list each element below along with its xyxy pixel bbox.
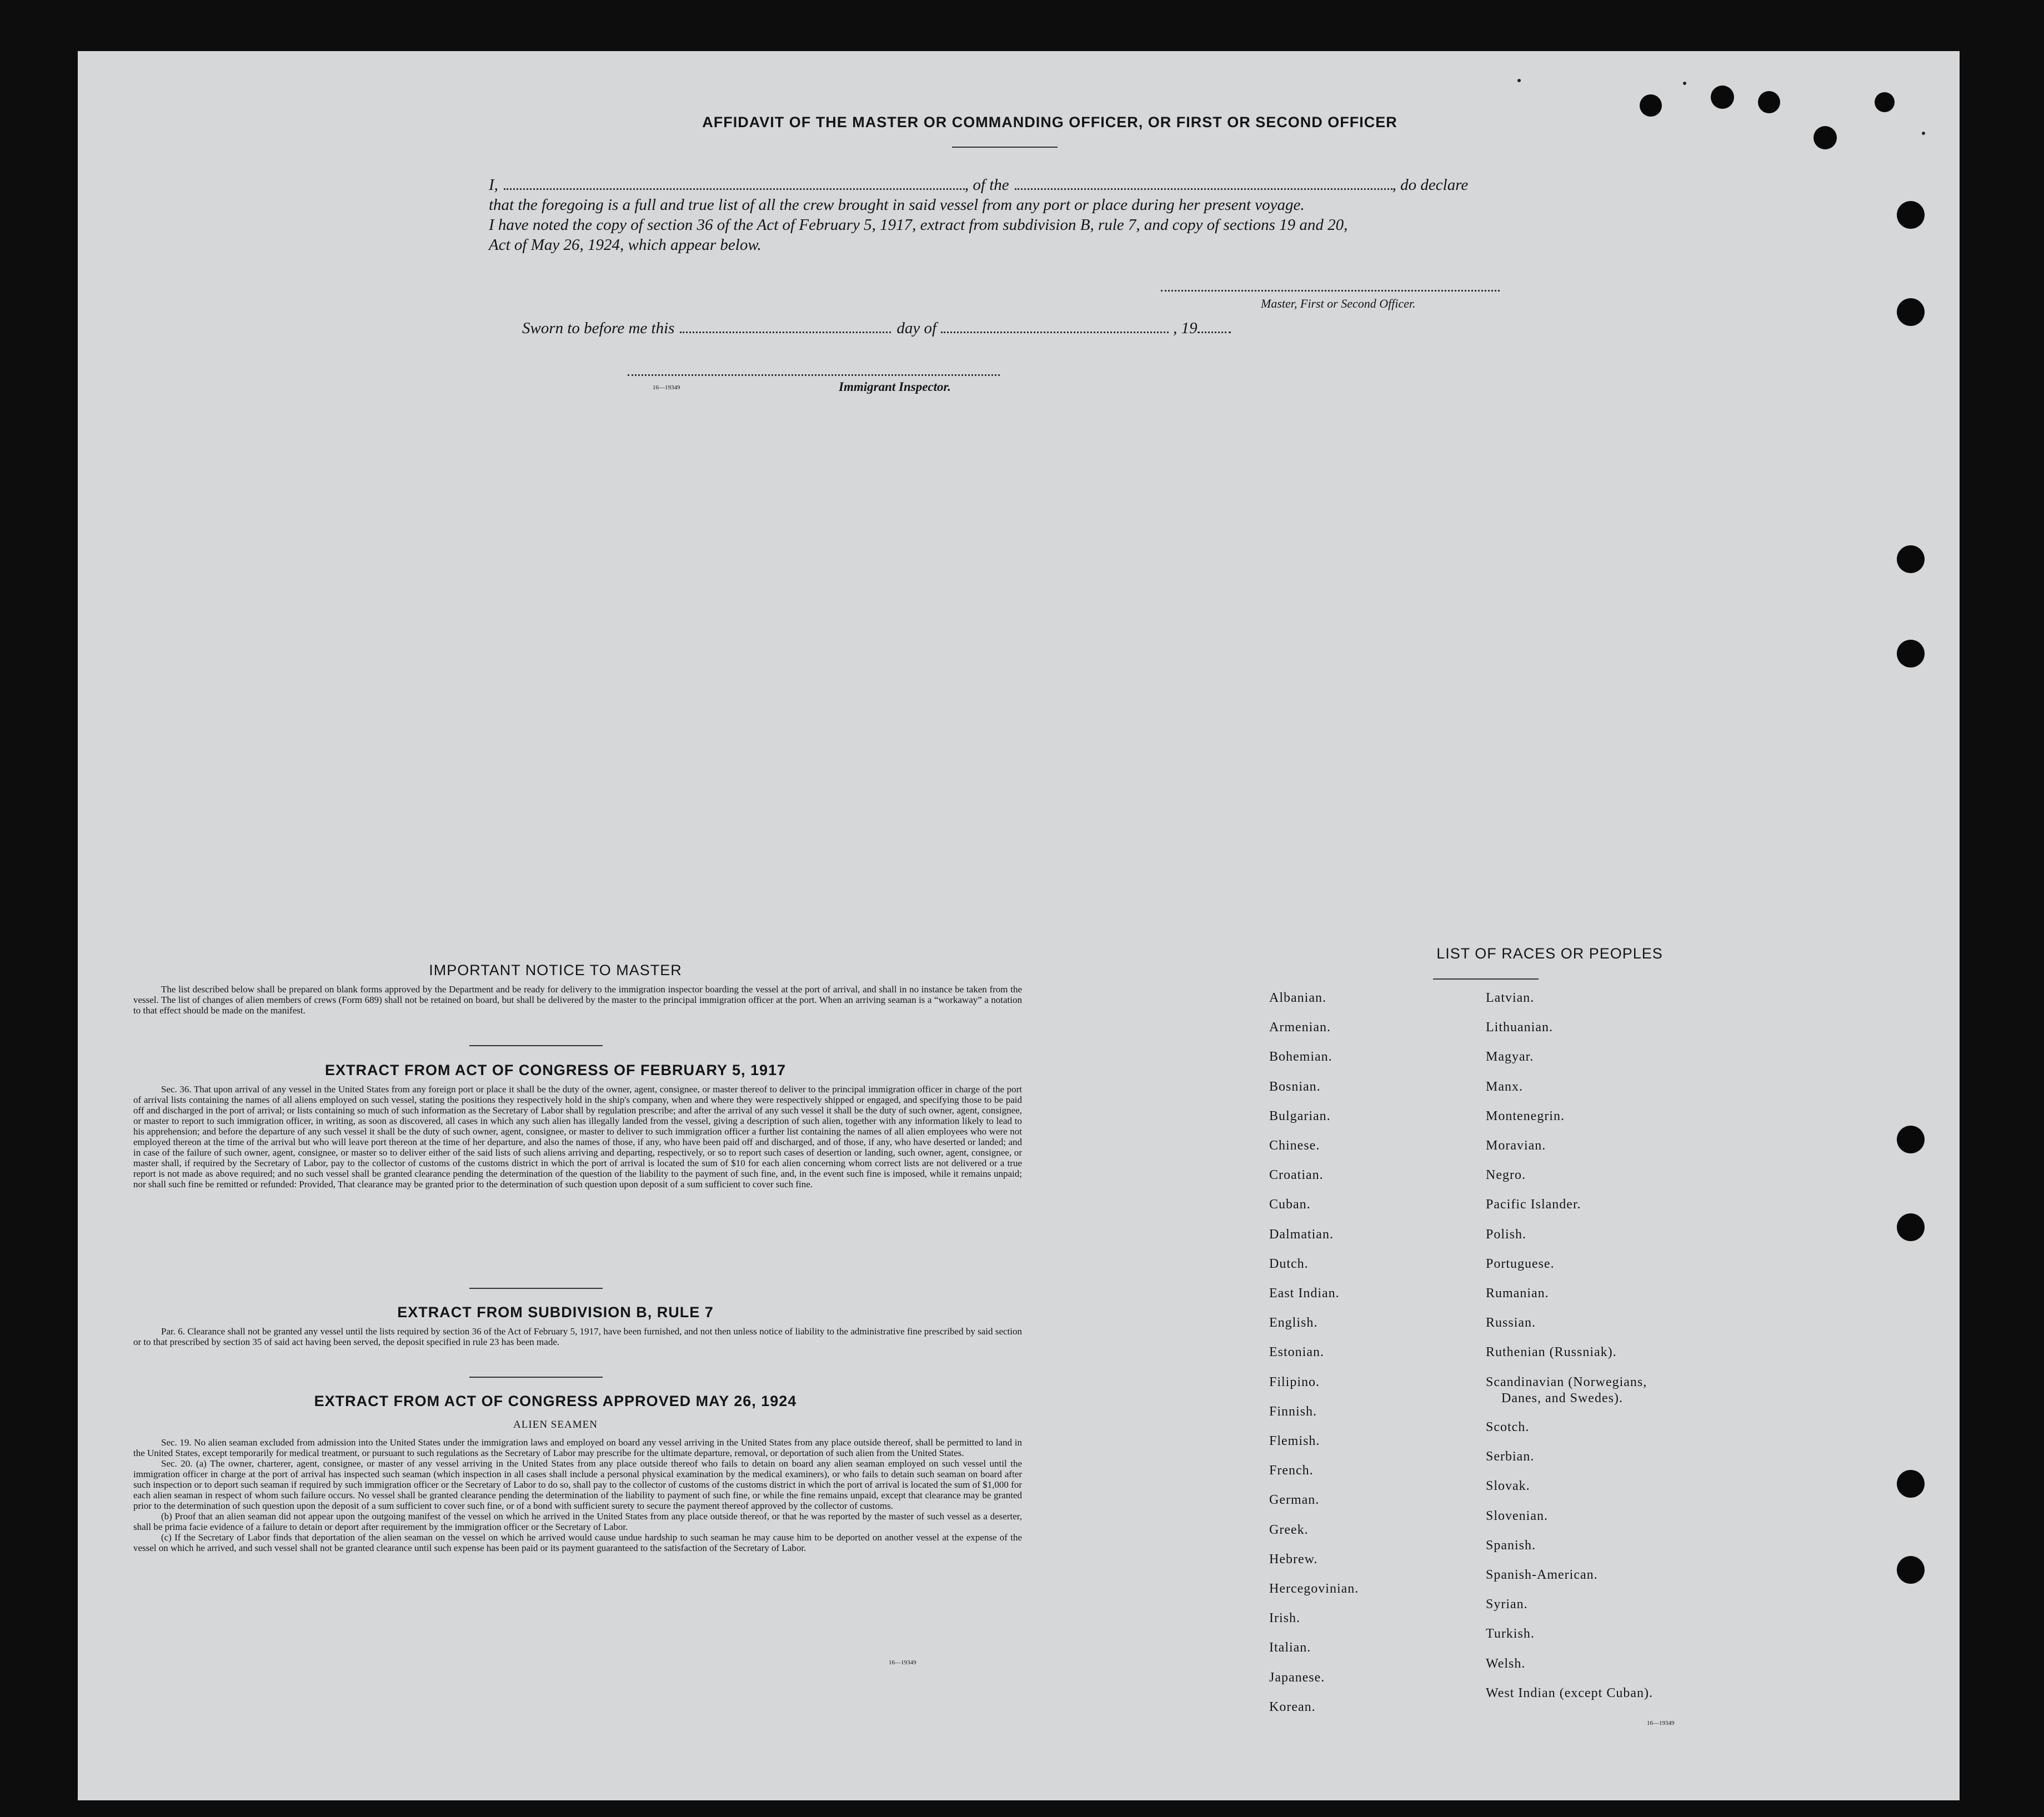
sec-20b-paragraph: (b) Proof that an alien seaman did not appear upon the outgoing manifest of the vessel on which he arrived in the United States from any place outside thereof, or that he was reported by the master of such vessel as a deserter, shall be prima facie evidence of a failure to detain or deport after requirement by the immigration officer or the Secretary of Labor. bbox=[133, 1511, 1022, 1532]
day-of-label: day of bbox=[896, 319, 937, 337]
race-item: Korean. bbox=[1269, 1700, 1316, 1714]
race-item: Bulgarian. bbox=[1269, 1109, 1331, 1123]
punch-hole bbox=[1640, 94, 1662, 117]
race-item: Spanish-American. bbox=[1486, 1568, 1598, 1582]
sworn-date-blank[interactable] bbox=[680, 332, 891, 333]
punch-hole bbox=[1758, 91, 1780, 113]
race-item: Albanian. bbox=[1269, 991, 1326, 1005]
race-item: Bosnian. bbox=[1269, 1080, 1321, 1094]
races-form-number: 16—19349 bbox=[1647, 1720, 1675, 1726]
punch-hole bbox=[1897, 545, 1925, 573]
race-item: Scotch. bbox=[1486, 1420, 1530, 1434]
month-blank[interactable] bbox=[941, 332, 1169, 333]
of-the-label: , of the bbox=[964, 176, 1009, 194]
race-item: Manx. bbox=[1486, 1080, 1523, 1094]
year-blank[interactable] bbox=[1198, 332, 1231, 333]
declaration-line-1 bbox=[489, 177, 1589, 193]
punch-hole bbox=[1897, 298, 1925, 326]
sec-19-paragraph: Sec. 19. No alien seaman excluded from admission into the United States under the immigration laws and employed on board any vessel arriving in the United States from any place outside thereof, shall be permitted to land in the United States, except temporarily for medical treatment, or pursuant to such regulations as the Secretary of Labor may prescribe for the ultimate departure, removal, or deportation of such alien from the United States. bbox=[133, 1437, 1022, 1458]
punch-hole bbox=[1897, 1556, 1925, 1584]
race-item: Latvian. bbox=[1486, 991, 1535, 1005]
race-item: Russian. bbox=[1486, 1316, 1536, 1330]
sec-20c-paragraph: (c) If the Secretary of Labor finds that deportation of the alien seaman on the vessel on which he arrived would cause undue hardship to such seaman he may cause him to be deported on another vessel at the expense of the vessel on which he arrived, and such vessel shall not be granted clearance until such expense has been paid or its payment guaranteed to the satisfaction of the Secretary of Labor. bbox=[133, 1532, 1022, 1553]
race-item: Montenegrin. bbox=[1486, 1109, 1565, 1123]
race-item: Moravian. bbox=[1486, 1138, 1546, 1153]
extract-form-number: 16—19349 bbox=[889, 1659, 916, 1666]
speck bbox=[1517, 79, 1521, 82]
form-page bbox=[78, 51, 1960, 1800]
race-item: Irish. bbox=[1269, 1611, 1300, 1625]
subdivision-text bbox=[133, 1326, 1022, 1347]
punch-hole bbox=[1897, 1470, 1925, 1498]
declaration-line-2: that the foregoing is a full and true list of all the crew brought in said vessel from any port or place during her present voyage. bbox=[489, 196, 1305, 214]
race-item: Slovak. bbox=[1486, 1479, 1530, 1493]
race-item: Rumanian. bbox=[1486, 1286, 1549, 1301]
par-6-paragraph: Par. 6. Clearance shall not be granted any vessel until the lists required by section 36 of the Act of February 5, 1917, have been furnished, and not then unless notice of liability to the administrative fine prescribed by said section or to that prescribed by section 35 of said act having been served, the deposit specified in rule 23 has been made. bbox=[133, 1326, 1022, 1347]
race-item: Polish. bbox=[1486, 1227, 1527, 1242]
race-item: Slovenian. bbox=[1486, 1509, 1548, 1523]
inspector-signature-line[interactable] bbox=[628, 374, 1000, 376]
race-item: East Indian. bbox=[1269, 1286, 1340, 1301]
notice-title: IMPORTANT NOTICE TO MASTER bbox=[429, 962, 682, 978]
extract-1924-text bbox=[133, 1437, 1022, 1553]
master-signature-line[interactable] bbox=[1161, 290, 1500, 292]
master-signature-label: Master, First or Second Officer. bbox=[1261, 297, 1416, 310]
speck bbox=[1683, 82, 1686, 85]
race-item: Finnish. bbox=[1269, 1404, 1317, 1419]
race-item: Hebrew. bbox=[1269, 1552, 1318, 1567]
punch-hole bbox=[1711, 86, 1734, 109]
affidavit-title: AFFIDAVIT OF THE MASTER OR COMMANDING OFFICER, OR FIRST OR SECOND OFFICER bbox=[702, 114, 1397, 130]
section-36-paragraph: Sec. 36. That upon arrival of any vessel in the United States from any foreign port or place it shall be the duty of the owner, agent, consignee, or master thereof to deliver to the principal immigration officer in charge of the port of arrival lists containing the names of all aliens employed on such vessel, stating the positions they respectively hold in the ship's company, when and where they were respectively shipped or engaged, and specifying those to be paid off and discharged in the port of arrival; or lists containing so much of such information as the Secretary of Labor shall by regulation prescribe; and after the arrival of any such vessel it shall be the duty of such owner, agent, consignee, or master to report to such immigration officer, in writing, as soon as discovered, all cases in which any such alien has illegally landed from the vessel, giving a description of such alien, together with any information likely to lead to his apprehension; and before the departure of any such vessel it shall be the duty of such owner, agent, consignee, or master to deliver to such immigration officer a further list containing the names of all alien employees who were not employed thereon at the time of the arrival but who will leave port thereon at the time of her departure, and also the names of those, if any, who have been paid off and discharged, and of those, if any, who have deserted or landed; and in case of the failure of such owner, agent, consignee, or master so to deliver either of the said lists of such aliens arriving and departing, respectively, or so to report such cases of desertion or landing, such owner, agent, consignee, or master shall, if required by the Secretary of Labor, pay to the collector of customs of the customs district in which the port of arrival is located the sum of $10 for each alien concerning whom correct lists are not delivered or a true report is not made as above required; and no such vessel shall be granted clearance pending the determination of the question of the liability to the payment of such fine, and, in the event such fine is imposed, while it remains unpaid; nor shall such fine be remitted or refunded: Provided, That clearance may be granted prior to the determination of such question upon deposit of a sum sufficient to cover such fine. bbox=[133, 1084, 1022, 1189]
races-divider bbox=[1433, 978, 1539, 980]
do-declare-label: , do declare bbox=[1392, 176, 1469, 194]
race-item: Magyar. bbox=[1486, 1050, 1534, 1064]
extract-1924-title: EXTRACT FROM ACT OF CONGRESS APPROVED MAY 26, 1924 bbox=[314, 1393, 797, 1409]
vessel-blank[interactable] bbox=[1015, 188, 1392, 190]
notice-paragraph: The list described below shall be prepared on blank forms approved by the Department and be ready for delivery to the immigration inspector boarding the vessel at the port of arrival, and shall in no instance be taken from the vessel. The list of changes of alien members of crews (Form 689) shall not be retained on board, but shall be delivered by the master to the principal immigration officer at the port. When an arriving seaman is a “workaway” a notation to that effect should be made on the manifest. bbox=[133, 984, 1022, 1016]
race-item: Flemish. bbox=[1269, 1434, 1320, 1448]
extract-1917-text bbox=[133, 1084, 1022, 1189]
race-item: Filipino. bbox=[1269, 1375, 1320, 1389]
race-item: Negro. bbox=[1486, 1168, 1526, 1182]
sec-20a-paragraph: Sec. 20. (a) The owner, charterer, agent, consignee, or master of any vessel arriving in the United States from any place outside thereof who fails to detain on board any alien seaman employed on such vessel until the immigration officer in charge at the port of arrival has inspected such seaman (which inspection in all cases shall include a personal physical examination by the medical examiners), or who fails to detain such seaman on board after such inspection or to deport such seaman if required by such immigration officer or the Secretary of Labor to do so, shall pay to the collector of customs of the customs district in which the port of arrival is located the sum of $1,000 for each alien seaman in respect of whom such failure occurs. No vessel shall be granted clearance pending the determination of the liability to payment of such fine, or while the fine remains unpaid, except that clearance may be granted prior to the determination of such question upon the deposit of a sum sufficient to cover such fine, or of a bond with sufficient surety to secure the payment thereof approved by the collector of customs. bbox=[133, 1458, 1022, 1511]
race-item: French. bbox=[1269, 1463, 1314, 1478]
race-item: Armenian. bbox=[1269, 1020, 1331, 1035]
race-item: Greek. bbox=[1269, 1523, 1309, 1537]
race-item: Scandinavian (Norwegians, bbox=[1486, 1375, 1647, 1389]
races-title: LIST OF RACES OR PEOPLES bbox=[1436, 945, 1663, 962]
race-item: Bohemian. bbox=[1269, 1050, 1332, 1064]
extract-1917-title: EXTRACT FROM ACT OF CONGRESS OF FEBRUARY 5, 1917 bbox=[324, 1062, 786, 1078]
inspector-label: Immigrant Inspector. bbox=[839, 380, 951, 394]
race-item: West Indian (except Cuban). bbox=[1486, 1686, 1653, 1700]
race-item: Dutch. bbox=[1269, 1257, 1309, 1271]
race-item: Hercegovinian. bbox=[1269, 1582, 1359, 1596]
race-item: Cuban. bbox=[1269, 1197, 1311, 1212]
race-item: Welsh. bbox=[1486, 1657, 1526, 1671]
punch-hole bbox=[1897, 201, 1925, 229]
race-item: Danes, and Swedes). bbox=[1501, 1391, 1623, 1406]
race-item: Spanish. bbox=[1486, 1538, 1536, 1553]
declaration-line-3: I have noted the copy of section 36 of the Act of February 5, 1917, extract from subdivision B, rule 7, and copy of sections 19 and 20, bbox=[489, 216, 1348, 234]
notice-text bbox=[133, 984, 1022, 1016]
race-item: Dalmatian. bbox=[1269, 1227, 1334, 1242]
punch-hole bbox=[1897, 1213, 1925, 1241]
race-item: Japanese. bbox=[1269, 1670, 1325, 1685]
punch-hole bbox=[1897, 640, 1925, 667]
title-divider bbox=[952, 147, 1058, 148]
speck bbox=[1922, 132, 1925, 135]
section-divider bbox=[469, 1288, 603, 1289]
punch-hole bbox=[1897, 1126, 1925, 1153]
punch-hole bbox=[1813, 126, 1837, 149]
race-item: Syrian. bbox=[1486, 1597, 1528, 1612]
race-item: German. bbox=[1269, 1493, 1320, 1507]
section-divider bbox=[469, 1045, 603, 1046]
race-item: Lithuanian. bbox=[1486, 1020, 1553, 1035]
alien-seamen-subtitle: ALIEN SEAMEN bbox=[513, 1419, 598, 1430]
race-item: Croatian. bbox=[1269, 1168, 1324, 1182]
declaration-line-4: Act of May 26, 1924, which appear below. bbox=[489, 236, 762, 254]
section-divider bbox=[469, 1377, 603, 1378]
race-item: Estonian. bbox=[1269, 1345, 1324, 1359]
race-item: Turkish. bbox=[1486, 1627, 1535, 1641]
race-item: Ruthenian (Russniak). bbox=[1486, 1345, 1617, 1359]
name-blank[interactable] bbox=[504, 188, 965, 190]
race-item: Portuguese. bbox=[1486, 1257, 1555, 1271]
subdivision-title: EXTRACT FROM SUBDIVISION B, RULE 7 bbox=[397, 1304, 714, 1321]
sworn-label: Sworn to before me this bbox=[522, 319, 675, 337]
i-label: I, bbox=[489, 176, 498, 194]
race-item: Italian. bbox=[1269, 1640, 1311, 1655]
race-item: Pacific Islander. bbox=[1486, 1197, 1581, 1212]
race-item: Serbian. bbox=[1486, 1449, 1535, 1464]
race-item: English. bbox=[1269, 1316, 1318, 1330]
punch-hole bbox=[1875, 92, 1895, 112]
sworn-line bbox=[522, 320, 1466, 337]
race-item: Chinese. bbox=[1269, 1138, 1320, 1153]
year-label: , 19 bbox=[1173, 319, 1198, 337]
affidavit-form-number: 16—19349 bbox=[653, 384, 680, 391]
